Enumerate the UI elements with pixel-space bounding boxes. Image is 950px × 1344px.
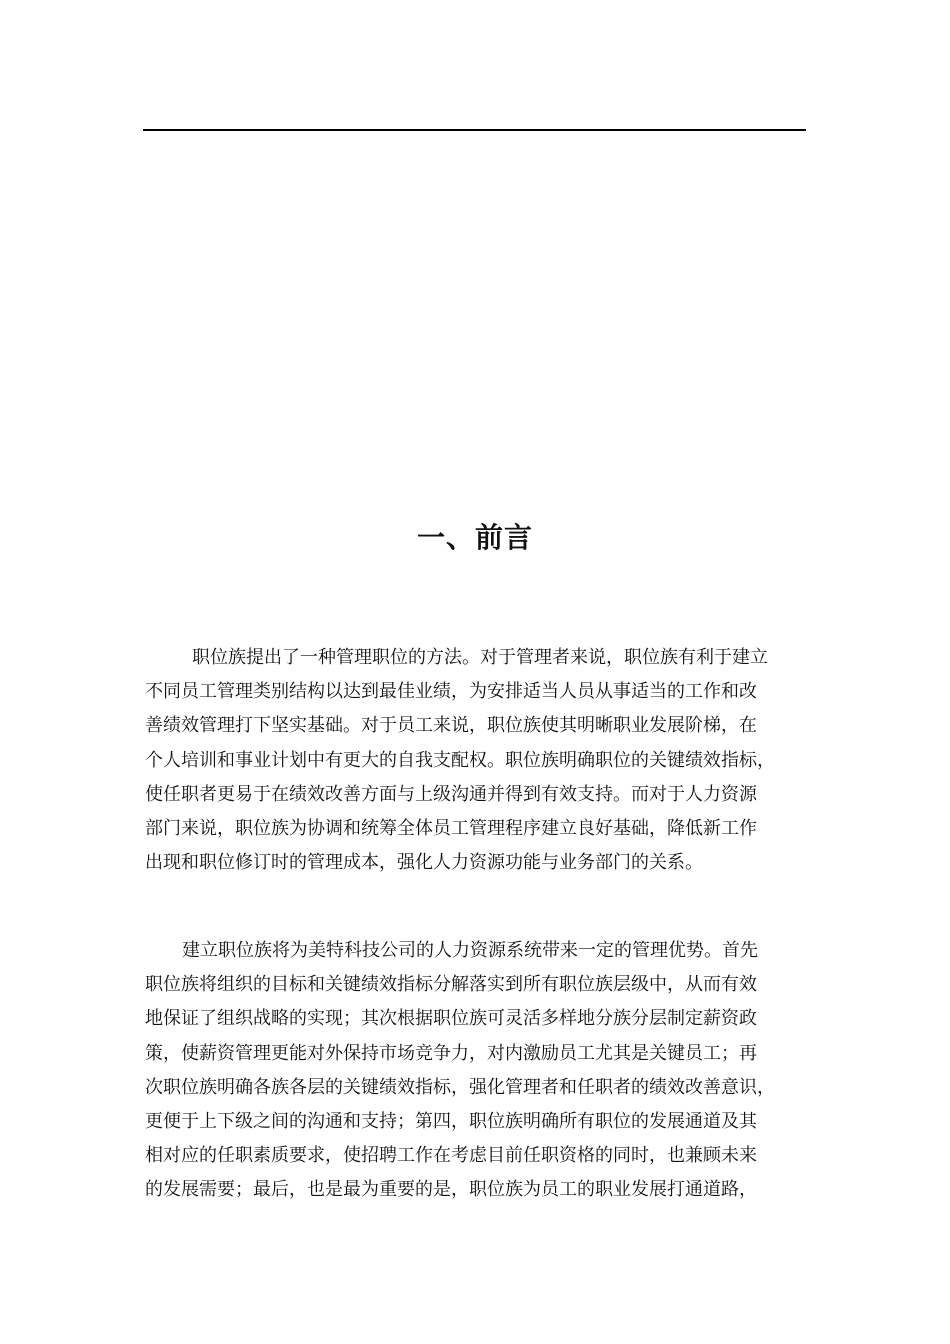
paragraph-line: 策，使薪资管理更能对外保持市场竞争力，对内激励员工尤其是关键员工；再: [145, 1042, 757, 1064]
paragraph-advantages: [145, 934, 805, 1208]
paragraph-line: 次职位族明确各族各层的关键绩效指标，强化管理者和任职者的绩效改善意识，: [145, 1076, 775, 1098]
paragraph-line: 职位族将组织的目标和关键绩效指标分解落实到所有职位族层级中，从而有效: [145, 974, 757, 996]
section-title: 一、前言: [416, 521, 533, 554]
paragraph-intro: [145, 641, 805, 880]
paragraph-line: 使任职者更易于在绩效改善方面与上级沟通并得到有效支持。而对于人力资源: [145, 783, 757, 805]
paragraph-line: 地保证了组织战略的实现；其次根据职位族可灵活多样地分族分层制定薪资政: [145, 1008, 757, 1030]
paragraph-line: 个人培训和事业计划中有更大的自我支配权。职位族明确职位的关键绩效指标，: [145, 749, 775, 771]
paragraph-line: 更便于上下级之间的沟通和支持；第四，职位族明确所有职位的发展通道及其: [145, 1111, 757, 1133]
paragraph-line: 部门来说，职位族为协调和统筹全体员工管理程序建立良好基础，降低新工作: [145, 818, 757, 840]
paragraph-line: 相对应的任职素质要求，使招聘工作在考虑目前任职资格的同时，也兼顾未来: [145, 1145, 757, 1167]
paragraph-line: 善绩效管理打下坚实基础。对于员工来说，职位族使其明晰职业发展阶梯，在: [145, 715, 757, 737]
paragraph-line: 建立职位族将为美特科技公司的人力资源系统带来一定的管理优势。首先: [182, 940, 758, 961]
header-rule: [143, 129, 806, 131]
paragraph-line: 职位族提出了一种管理职位的方法。对于管理者来说，职位族有利于建立: [192, 647, 768, 668]
paragraph-line: 的发展需要；最后，也是最为重要的是，职位族为员工的职业发展打通道路，: [145, 1179, 757, 1201]
paragraph-line: 不同员工管理类别结构以达到最佳业绩，为安排适当人员从事适当的工作和改: [145, 681, 757, 703]
paragraph-line: 出现和职位修订时的管理成本，强化人力资源功能与业务部门的关系。: [145, 852, 703, 874]
